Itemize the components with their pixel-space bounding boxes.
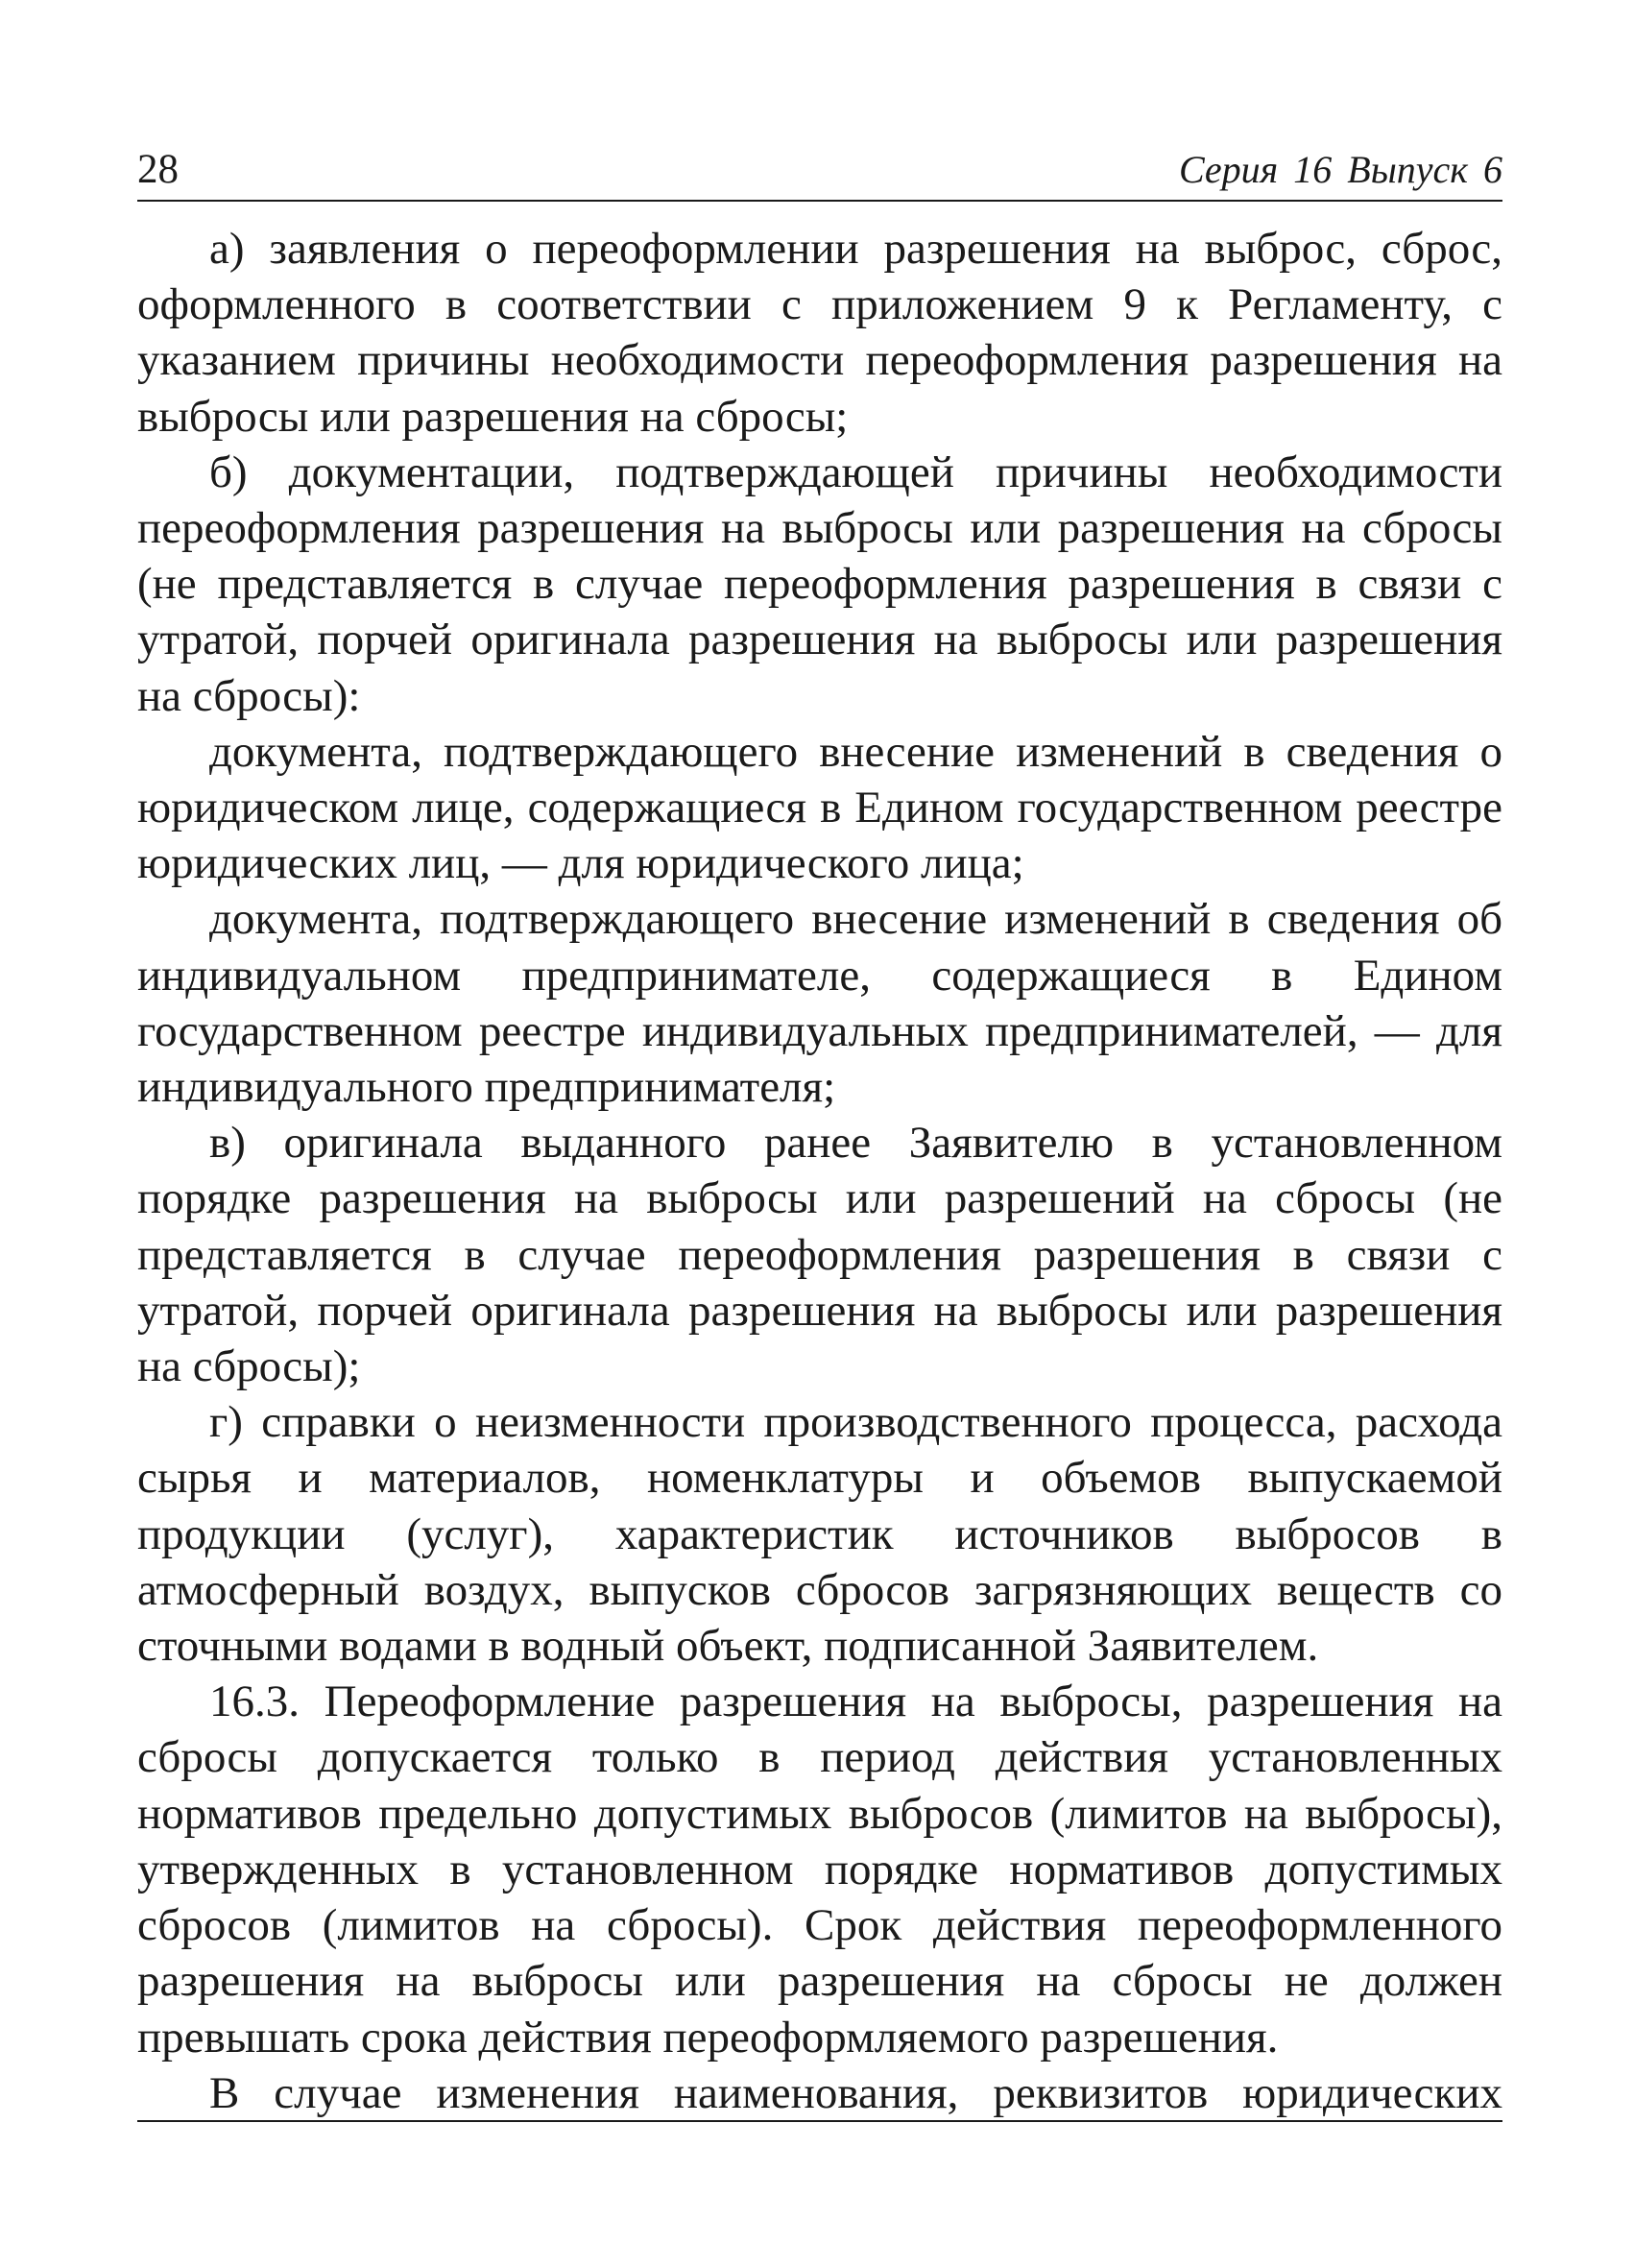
paragraph-16-3: 16.3. Переоформление разрешения на выбросы, разрешения на сбросы допускается только в период действия установленных нормативов предельно допустимых выбросов (лимитов на выбросы), утвержденных в установленном порядке нормативов допустимых сбросов (лимитов на сбросы). Срок действия переоформленного разрешения на выбросы или разрешения на сбросы не должен превышать срока действия переоформляемого разрешения. bbox=[137, 1677, 1502, 2063]
paragraph-b: б) документации, подтверждающей причины необходимости переоформления разрешения на выбросы или разрешения на сбросы (не представляется в случае переоформления разрешения в связи с утратой, порчей оригинала разрешения на выбросы или разрешения на сбросы): bbox=[137, 446, 1502, 721]
paragraph-v: в) оригинала выданного ранее Заявителю в установленном порядке разрешения на выбросы или разрешений на сбросы (не представляется в случае переоформления разрешения в связи с утратой, порчей оригинала разрешения на выбросы или разрешения на сбросы); bbox=[137, 1118, 1502, 1392]
paragraph-legal-entity: документа, подтверждающего внесение изменений в сведения о юридическом лице, содержащиеся в Едином государственном реестре юридических лиц, — для юридического лица; bbox=[137, 726, 1502, 889]
paragraph-individual-entrepreneur: документа, подтверждающего внесение изменений в сведения об индивидуальном предпринимателе, содержащиеся в Едином государственном реестре индивидуальных предпринимателей, — для индивидуального предпринимателя; bbox=[137, 894, 1502, 1113]
page-number: 28 bbox=[137, 147, 179, 192]
paragraph-continuation: В случае изменения наименования, реквизитов юридических bbox=[209, 2067, 1502, 2118]
running-head: Серия 16 Выпуск 6 bbox=[1178, 148, 1502, 191]
paragraph-g: г) справки о неизменности производственного процесса, расхода сырья и материалов, номенклатуры и объемов выпускаемой продукции (услуг), характеристик источников выбросов в атмосферный воздух, выпусков сбросов загрязняющих веществ со сточными водами в водный объект, подписанной Заявителем. bbox=[137, 1397, 1502, 1672]
page-header bbox=[137, 146, 1502, 202]
paragraph-a: а) заявления о переоформлении разрешения на выброс, сброс, оформленного в соответствии с приложением 9 к Регламенту, с указанием причины необходимости переоформления разрешения на выбросы или разрешения на сбросы; bbox=[137, 224, 1502, 442]
footer-divider bbox=[137, 2120, 1502, 2122]
body-text bbox=[137, 221, 1502, 2121]
